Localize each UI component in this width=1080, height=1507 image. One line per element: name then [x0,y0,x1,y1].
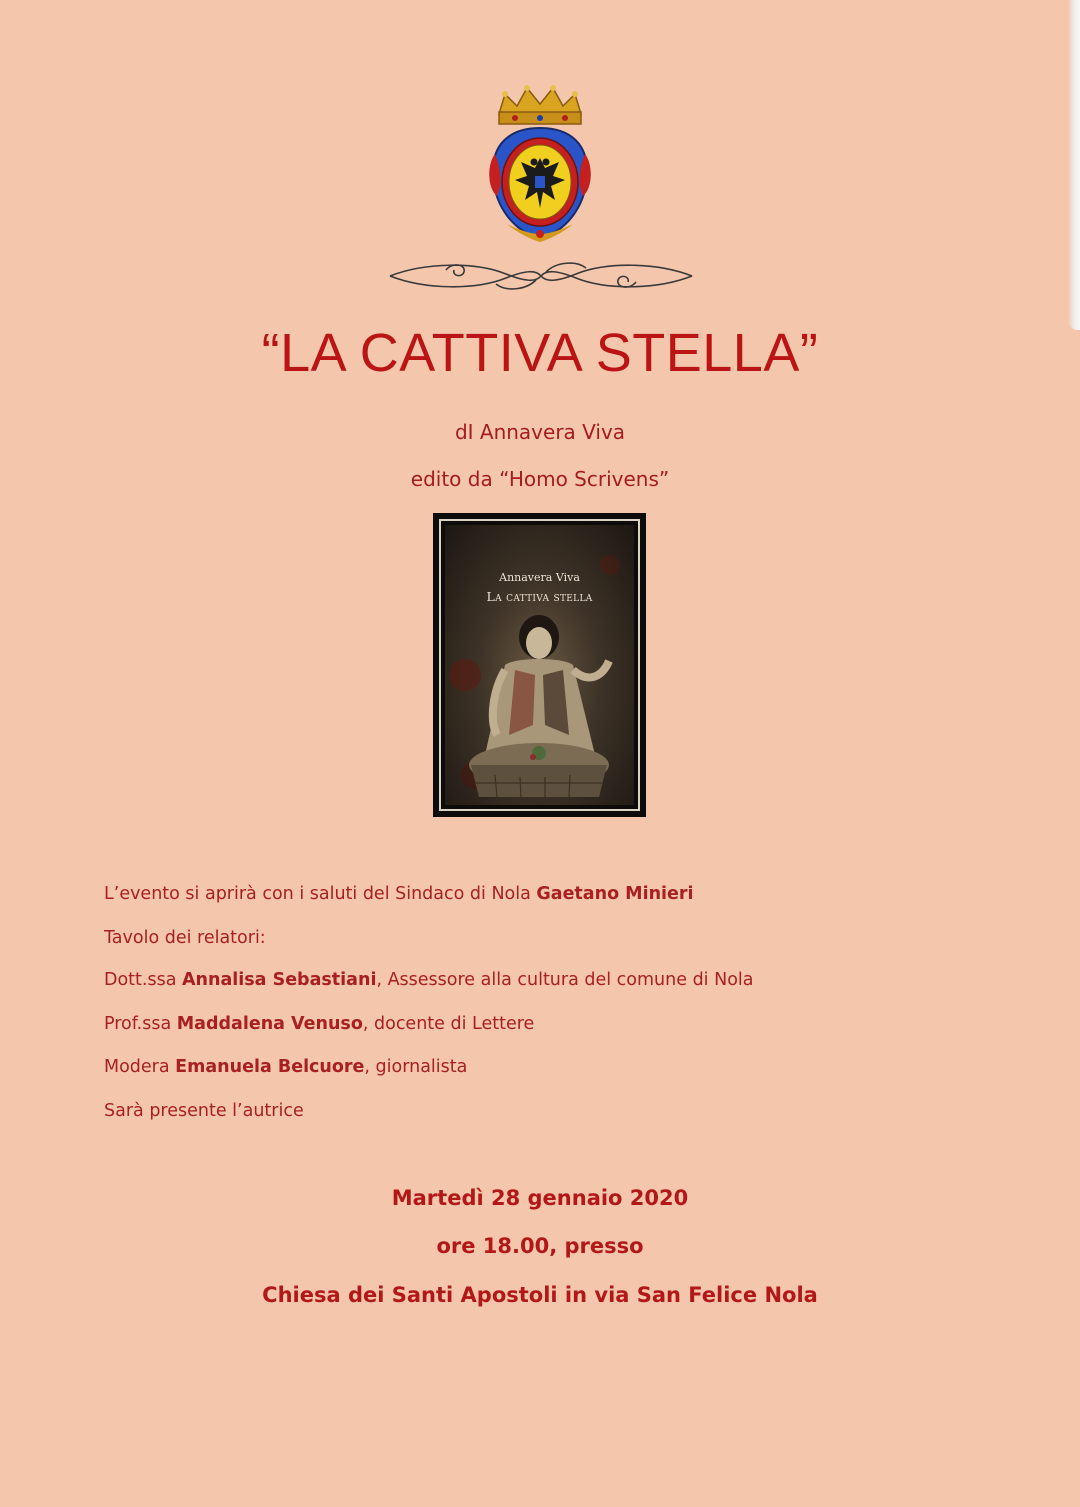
moderator-line [104,1057,467,1077]
ornamental-flourish-icon [386,256,696,296]
moderator-name: Emanuela Belcuore [175,1057,365,1077]
speaker-line-venuso [104,1014,534,1034]
speaker-name: Maddalena Venuso [176,1014,363,1034]
author-presence-line: Sarà presente l’autrice [104,1101,304,1121]
speaker-name: Annalisa Sebastiani [182,970,377,990]
speaker-title: Dott.ssa [104,970,182,990]
speaker-title: Prof.ssa [104,1014,177,1034]
author-line: dI Annavera Viva [454,420,626,444]
event-time: ore 18.00, presso [436,1234,644,1258]
book-cover-frame [439,519,640,811]
cover-author: Annavera Viva [499,571,580,584]
moderator-label: Modera [104,1057,176,1077]
opening-greetings-line [104,884,694,904]
mayor-name: Gaetano Minieri [536,884,694,904]
municipal-coat-of-arms-icon [485,84,595,244]
moderator-role: , giornalista [364,1057,468,1077]
speaker-role: , Assessore alla cultura del comune di Nola [376,970,754,990]
book-cover-image [433,513,646,817]
cover-illustration [445,525,634,805]
page-title: “LA CATTIVA STELLA” [261,323,819,383]
event-date: Martedì 28 gennaio 2020 [391,1186,689,1210]
event-venue: Chiesa dei Santi Apostoli in via San Felice Nola [262,1283,818,1307]
page-edge-shadow [1068,0,1080,330]
opening-greetings-text: L’evento si aprirà con i saluti del Sindaco di Nola [104,884,537,904]
speaker-role: , docente di Lettere [362,1014,535,1034]
book-cover-artwork [445,525,634,805]
speakers-heading: Tavolo dei relatori: [104,928,266,948]
speaker-line-sebastiani [104,970,753,990]
cover-title: La cattiva stella [486,589,593,604]
publisher-line: edito da “Homo Scrivens” [410,467,670,491]
